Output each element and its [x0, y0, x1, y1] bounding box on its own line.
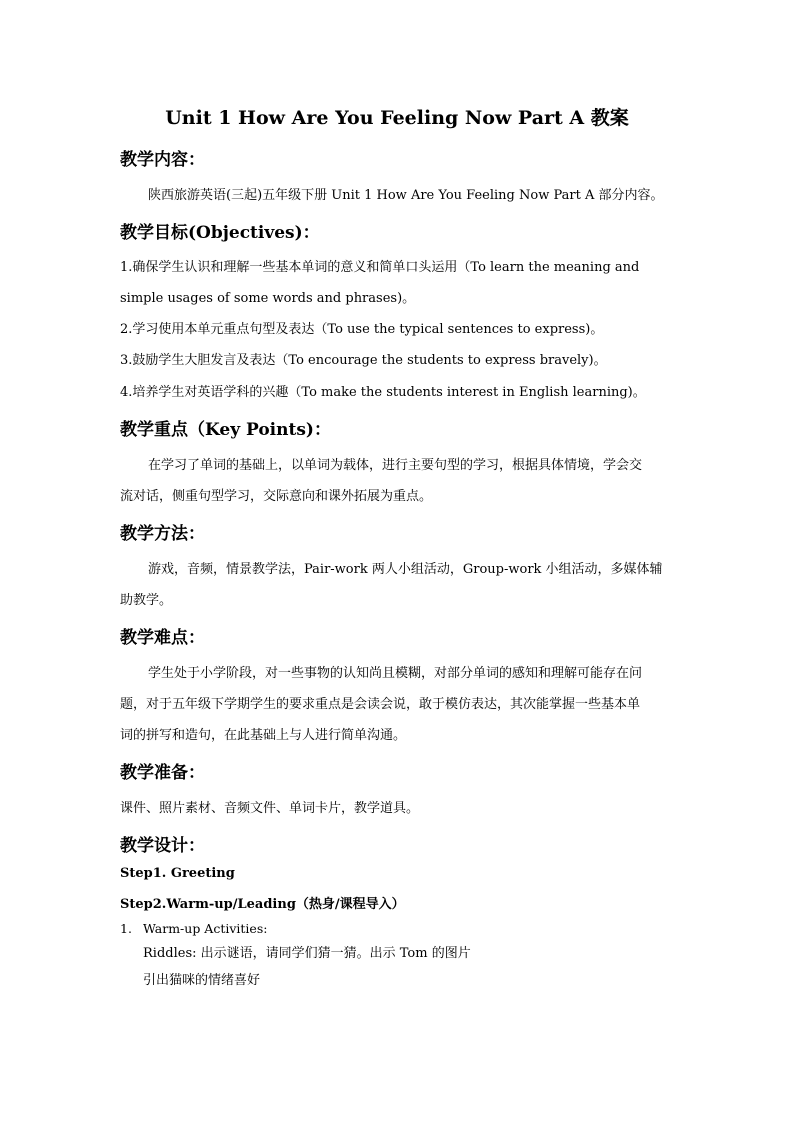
- key-points-line-1: 在学习了单词的基础上，以单词为载体，进行主要句型的学习，根据具体情境，学会交: [148, 458, 643, 473]
- key-points-line-2: 流对话，侧重句型学习，交际意向和课外拓展为重点。: [120, 489, 433, 504]
- riddles-text: Riddles: 出示谜语，请同学们猜一猜。出示 Tom 的图片: [143, 946, 471, 961]
- heading-difficulties: 教学难点：: [120, 628, 205, 648]
- step-2-warm-up: Step2.Warm-up/Leading（热身/课程导入）: [120, 897, 405, 912]
- emotion-text: 引出猫咪的情绪喜好: [143, 973, 261, 988]
- objective-item-3: 3.鼓励学生大胆发言及表达（To encourage the students to express bravely)。: [120, 353, 607, 368]
- heading-methods: 教学方法：: [120, 524, 205, 544]
- difficulties-line-3: 词的拼写和造句，在此基础上与人进行简单沟通。: [120, 728, 407, 743]
- list-item-number: 1.: [120, 921, 132, 936]
- step-1-greeting: Step1. Greeting: [120, 866, 235, 881]
- heading-design: 教学设计：: [120, 836, 205, 856]
- heading-key-points: 教学重点（Key Points)：: [120, 420, 331, 440]
- preparation-text: 课件、照片素材、音频文件、单词卡片，教学道具。: [120, 801, 420, 816]
- methods-line-2: 助教学。: [120, 593, 173, 608]
- heading-objectives: 教学目标(Objectives)：: [120, 223, 320, 243]
- warm-up-activities-label: Warm-up Activities:: [143, 921, 268, 936]
- objective-item-1-cont: simple usages of some words and phrases)。: [120, 291, 416, 306]
- heading-content: 教学内容：: [120, 150, 205, 170]
- objective-item-4: 4.培养学生对英语学科的兴趣（To make the students interest in English learning)。: [120, 385, 646, 400]
- objective-item-1: 1.确保学生认识和理解一些基本单词的意义和简单口头运用（To learn the meaning and: [120, 260, 640, 275]
- content-text: 陕西旅游英语(三起)五年级下册 Unit 1 How Are You Feeling Now Part A 部分内容。: [148, 188, 664, 203]
- heading-preparation: 教学准备：: [120, 763, 205, 783]
- objective-item-2: 2.学习使用本单元重点句型及表达（To use the typical sentences to express)。: [120, 322, 604, 337]
- difficulties-line-2: 题，对于五年级下学期学生的要求重点是会读会说，敢于模仿表达，其次能掌握一些基本单: [120, 697, 641, 712]
- methods-line-1: 游戏，音频，情景教学法，Pair-work 两人小组活动，Group-work 小组活动，多媒体辅: [148, 562, 663, 577]
- document-title: Unit 1 How Are You Feeling Now Part A 教案: [165, 107, 629, 129]
- difficulties-line-1: 学生处于小学阶段，对一些事物的认知尚且模糊，对部分单词的感知和理解可能存在问: [148, 666, 643, 681]
